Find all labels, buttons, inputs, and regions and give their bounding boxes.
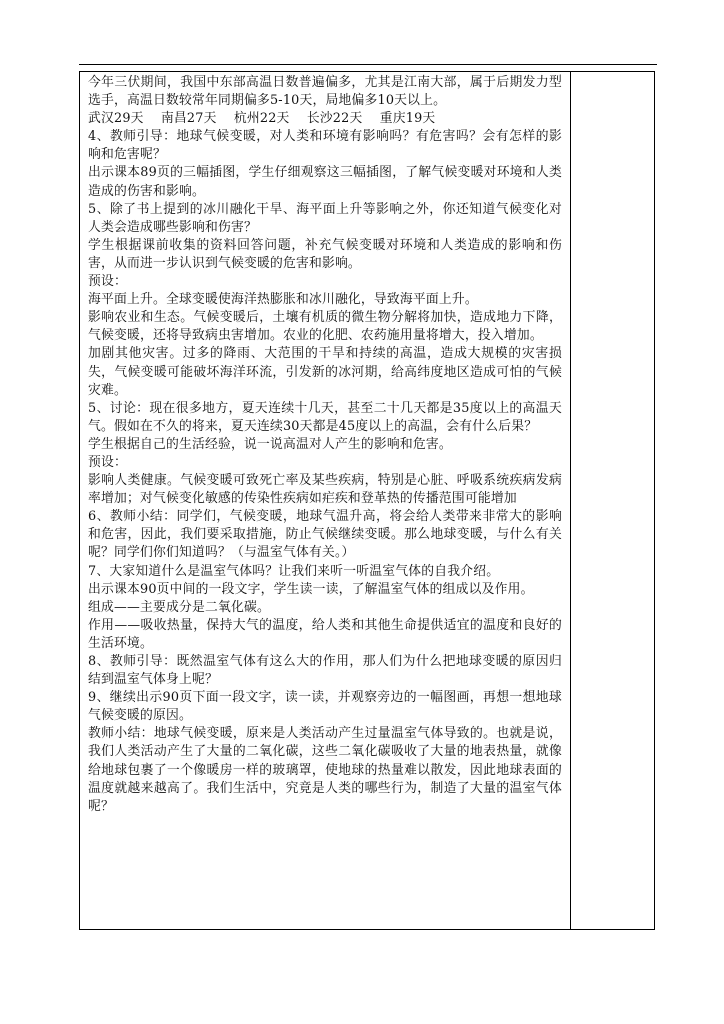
paragraph-step-8: 8、教师引导：既然温室气体有这么大的作用，那人们为什么把地球变暖的原因归结到温室气体身上呢？ (88, 654, 562, 688)
paragraph-preset-1: 预设： (88, 274, 127, 290)
paragraph-composition: 组成——主要成分是二氧化碳。 (88, 599, 270, 615)
paragraph-disasters: 加剧其他灾害。过多的降雨、大范围的干旱和持续的高温，造成大规模的灾害损失，气候变暖可能破坏海洋环流，引发新的冰河期，给高纬度地区造成可怕的气候灾难。 (88, 346, 562, 398)
paragraph-page-90-text: 出示课本90页中间的一段文字，学生读一读，了解温室气体的组成以及作用。 (88, 581, 534, 597)
header-rule (79, 64, 657, 65)
paragraph-step-5: 5、除了书上提到的冰川融化干旱、海平面上升等影响之外，你还知道气候变化对人类会造成哪些影响和伤害？ (88, 201, 562, 235)
paragraph-step-7: 7、大家知道什么是温室气体吗？让我们来听一听温室气体的自我介绍。 (88, 563, 500, 579)
paragraph-student-experience: 学生根据自己的生活经验，说一说高温对人产生的影响和危害。 (88, 436, 452, 452)
paragraph-illustrations: 出示课本89页的三幅插图，学生仔细观察这三幅插图，了解气候变暖对环境和人类造成的伤害和影响。 (88, 165, 562, 199)
paragraph-preset-2: 预设： (88, 454, 127, 470)
paragraph-discussion: 5、讨论：现在很多地方，夏天连续十几天，甚至二十几天都是35度以上的高温天气。假如在不久的将来，夏天连续30天都是45度以上的高温，会有什么后果？ (88, 400, 562, 434)
paragraph-agriculture: 影响农业和生态。气候变暖后，土壤有机质的微生物分解将加快，造成地力下降，气候变暖，还将导致病虫害增加。农业的化肥、农药施用量将增大，投入增加。 (88, 310, 562, 344)
paragraph-function: 作用——吸收热量，保持大气的温度，给人类和其他生命提供适宜的温度和良好的生活环境。 (88, 617, 562, 651)
paragraph-intro: 今年三伏期间，我国中东部高温日数普遍偏多，尤其是江南大部，属于后期发力型选手，高温日数较常年同期偏多5-10天，局地偏多10天以上。 (88, 75, 562, 109)
paragraph-step-9: 9、继续出示90页下面一段文字，读一读，并观察旁边的一幅图画，再想一想地球气候变暖的原因。 (88, 690, 562, 724)
paragraph-health: 影响人类健康。气候变暖可致死亡率及某些疾病，特别是心脏、呼吸系统疾病发病率增加；对气候变化敏感的传染性疾病如疟疾和登革热的传播范围可能增加 (88, 473, 562, 507)
paragraph-step-4: 4、教师引导：地球气候变暖，对人类和环境有影响吗？有危害吗？会有怎样的影响和危害呢？ (88, 129, 562, 163)
paragraph-sea-level: 海平面上升。全球变暖使海洋热膨胀和冰川融化，导致海平面上升。 (88, 292, 478, 308)
lesson-table (79, 71, 655, 930)
paragraph-step-6: 6、教师小结：同学们，气候变暖，地球气温升高，将会给人类带来非常大的影响和危害，因此，我们要采取措施，防止气候继续变暖。那么地球变暖，与什么有关呢？同学们你们知道吗？（与温室气体有关。） (88, 509, 562, 561)
lesson-content-cell (88, 74, 562, 816)
paragraph-city-days: 武汉29天 南昌27天 杭州22天 长沙22天 重庆19天 (88, 111, 436, 127)
notes-cell (571, 72, 654, 929)
paragraph-student-answer: 学生根据课前收集的资料回答问题，补充气候变暖对环境和人类造成的影响和伤害，从而进一步认识到气候变暖的危害和影响。 (88, 237, 562, 271)
paragraph-teacher-summary: 教师小结：地球气候变暖，原来是人类活动产生过量温室气体导致的。也就是说，我们人类活动产生了大量的二氧化碳，这些二氧化碳吸收了大量的地表热量，就像给地球包裹了一个像暖房一样的玻璃罩，使地球的热量难以散发，因此地球表面的温度就越来越高了。我们生活中，究竟是人类的哪些行为，制造了大量的温室气体呢？ (88, 726, 562, 814)
